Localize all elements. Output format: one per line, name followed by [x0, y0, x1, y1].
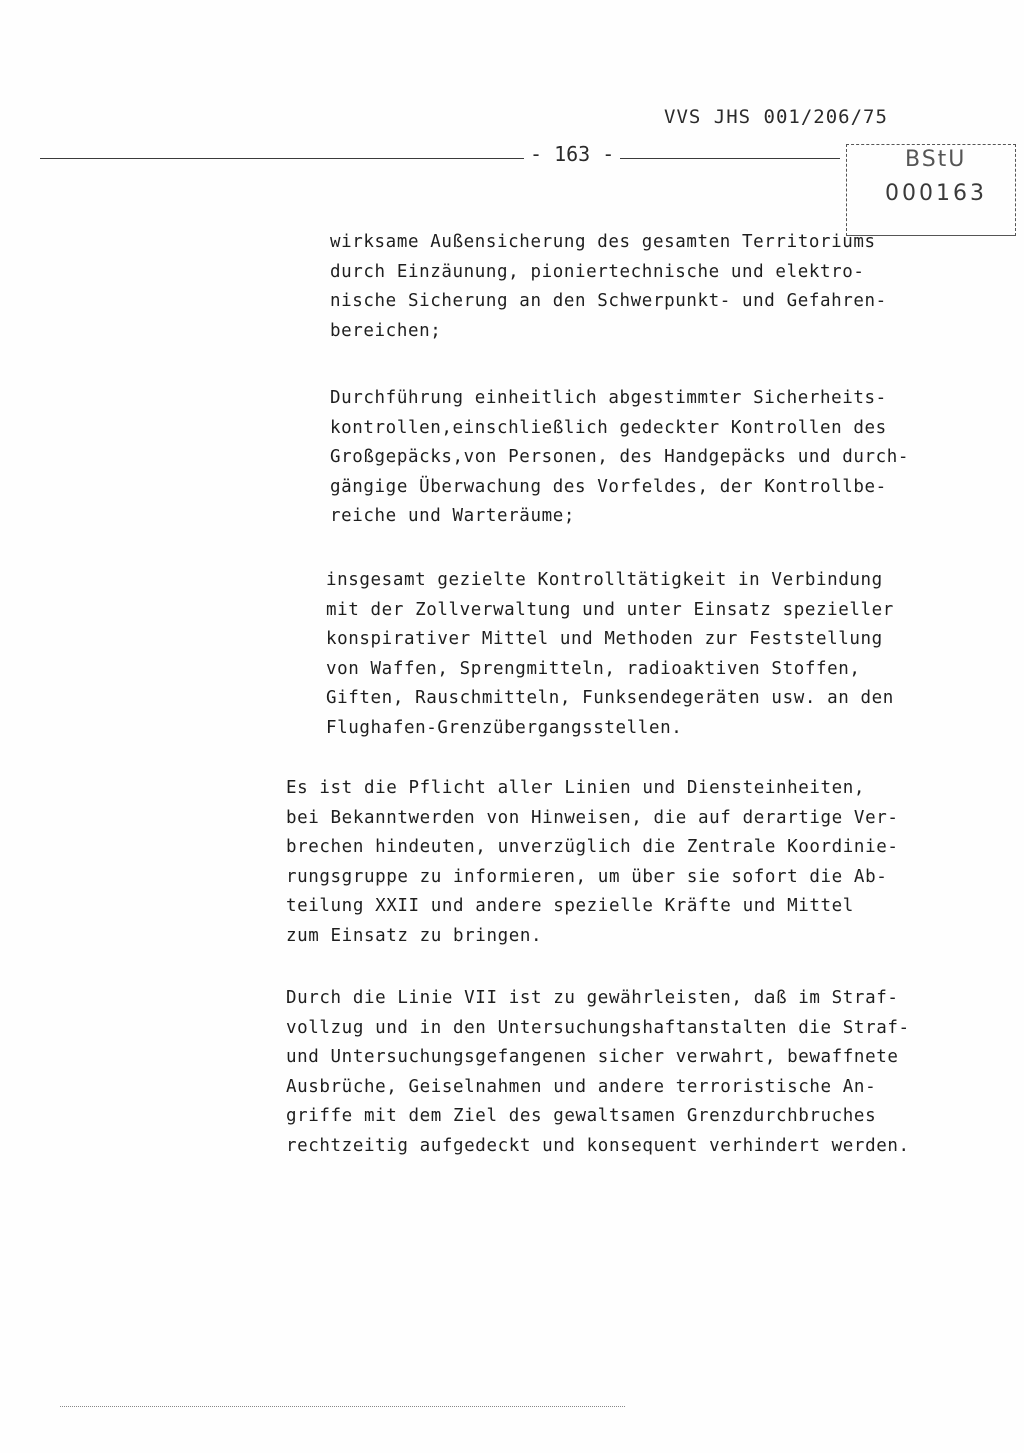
paragraph-line: Flughafen-Grenzübergangsstellen.: [326, 717, 683, 738]
paragraph-line: rechtzeitig aufgedeckt und konsequent verhindert werden.: [286, 1135, 910, 1156]
paragraph-line: bereichen;: [330, 320, 442, 341]
paragraph-line: vollzug und in den Untersuchungshaftanstalten die Straf-: [286, 1017, 910, 1038]
paragraph-line: Großgepäcks,von Personen, des Handgepäcks und durch-: [330, 447, 910, 467]
paragraph-1: [330, 228, 887, 346]
paragraph-line: Ausbrüche, Geiselnahmen und andere terroristische An-: [286, 1076, 877, 1097]
header-rule: [40, 158, 840, 159]
document-reference: VVS JHS 001/206/75: [664, 106, 888, 128]
paragraph-line: gängige Überwachung des Vorfeldes, der Kontrollbe-: [330, 476, 887, 497]
paragraph-line: kontrollen,einschließlich gedeckter Kontrollen des: [330, 417, 887, 438]
paragraph-line: bei Bekanntwerden von Hinweisen, die auf derartige Ver-: [286, 807, 899, 828]
paragraph-5: [286, 984, 910, 1161]
paragraph-line: reiche und Warteräume;: [330, 506, 575, 526]
paragraph-line: mit der Zollverwaltung und unter Einsatz spezieller: [326, 599, 894, 620]
paragraph-line: von Waffen, Sprengmitteln, radioaktiven Stoffen,: [326, 658, 861, 679]
paragraph-line: brechen hindeuten, unverzüglich die Zentrale Koordinie-: [286, 837, 899, 857]
paragraph-3: [326, 566, 894, 743]
archive-stamp: [846, 144, 1016, 236]
paragraph-line: griffe mit dem Ziel des gewaltsamen Grenzdurchbruches: [286, 1106, 877, 1126]
paragraph-line: insgesamt gezielte Kontrolltätigkeit in Verbindung: [326, 570, 883, 590]
paragraph-4: [286, 774, 898, 951]
paragraph-line: wirksame Außensicherung des gesamten Territoriums: [330, 232, 876, 252]
paragraph-line: durch Einzäunung, pioniertechnische und elektro-: [330, 261, 865, 282]
paragraph-line: Durch die Linie VII ist zu gewährleisten, daß im Straf-: [286, 988, 899, 1008]
paragraph-line: teilung XXII und andere spezielle Kräfte und Mittel: [286, 896, 854, 916]
paragraph-line: Giften, Rauschmitteln, Funksendegeräten usw. an den: [326, 688, 894, 708]
stamp-label: BStU: [905, 147, 967, 172]
paragraph-line: und Untersuchungsgefangenen sicher verwahrt, bewaffnete: [286, 1047, 899, 1067]
footer-rule: [60, 1406, 625, 1407]
paragraph-line: nische Sicherung an den Schwerpunkt- und Gefahren-: [330, 291, 887, 311]
paragraph-line: zum Einsatz zu bringen.: [286, 925, 543, 946]
paragraph-line: rungsgruppe zu informieren, um über sie sofort die Ab-: [286, 866, 888, 887]
page-number: - 163 -: [524, 142, 620, 166]
stamp-number: 000163: [885, 181, 987, 206]
paragraph-line: konspirativer Mittel und Methoden zur Feststellung: [326, 629, 883, 649]
paragraph-2: [330, 384, 909, 532]
paragraph-line: Durchführung einheitlich abgestimmter Sicherheits-: [330, 388, 887, 408]
paragraph-line: Es ist die Pflicht aller Linien und Diensteinheiten,: [286, 778, 866, 798]
